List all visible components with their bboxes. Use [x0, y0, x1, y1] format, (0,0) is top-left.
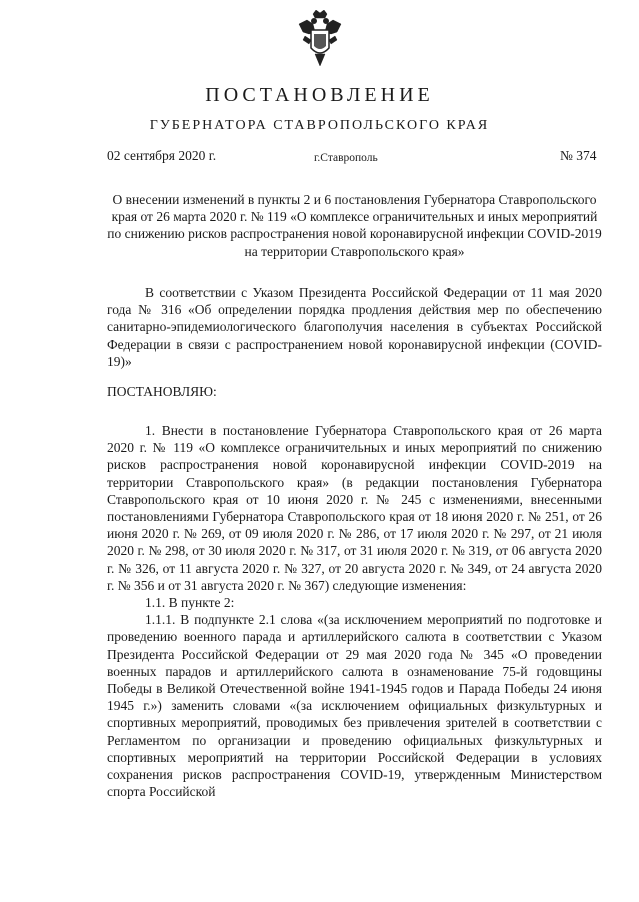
document-city: г.Ставрополь — [314, 152, 378, 164]
document-number: № 374 — [560, 148, 597, 163]
document-body — [107, 422, 602, 800]
paragraph-1-1: 1.1. В пункте 2: — [145, 595, 235, 611]
paragraph-1: 1. Внести в постановление Губернатора Ставропольского края от 26 марта 2020 г. № 119 «О комплексе ограничительных и иных мероприятий по снижению рисков распространения новой коронавирусной инфекции COVID-2019 на территории Ставропольского края» (в редакции постановления Губернатора Ставропольского края от 10 июня 2020 г. № 245 с изменениями, внесенными постановлениями Губернатора Ставропольского края от 18 июня 2020 г. № 251, от 26 июня 2020 г. № 269, от 09 июля 2020 г. № 286, от 17 июля 2020 г. № 297, от 21 июля 2020 г. № 298, от 30 июля 2020 г. № 317, от 31 июля 2020 г. № 319, от 06 августа 2020 г. № 326, от 11 августа 2020 г. № 327, от 20 августа 2020 г. № 349, от 24 августа 2020 г. № 356 и от 31 августа 2020 г. № 367) следующие изменения: — [107, 423, 602, 593]
decree-heading: ПОСТАНОВЛЯЮ: — [107, 384, 217, 399]
intro-paragraph: В соответствии с Указом Президента Российской Федерации от 11 мая 2020 года № 316 «Об определении порядка продления действия мер по обеспечению санитарно-эпидемиологического благополучия населения в субъектах Российской Федерации в связи с распространением новой коронавирусной инфекции (COVID-19)» — [107, 285, 602, 369]
paragraph-1-1-1: 1.1.1. В подпункте 2.1 слова «(за исключением мероприятий по подготовке и проведению военного парада и артиллерийского салюта в соответствии с Указом Президента Российской Федерации от 29 мая 2020 года № 345 «О проведении военных парадов и артиллерийского салюта в ознаменование 75-й годовщины Победы в Великой Отечественной войне 1941-1945 годов и Парада Победы 24 июня 1945 г.») заменить словами «(за исключением официальных физкультурных и спортивных мероприятий, проводимых без привлечения зрителей в соответствии с Регламентом по организации и проведению официальных физкультурных и спортивных мероприятий на территории Российской Федерации в условиях сохранения рисков распространения COVID-19, утвержденным Министерством спорта Российской — [107, 612, 602, 800]
document-subtitle: ГУБЕРНАТОРА СТАВРОПОЛЬСКОГО КРАЯ — [149, 118, 490, 133]
document-date: 02 сентября 2020 г. — [107, 148, 217, 163]
coat-of-arms-icon — [297, 10, 343, 68]
document-subject: О внесении изменений в пункты 2 и 6 постановления Губернатора Ставропольского края от 26 марта 2020 г. № 119 «О комплексе ограничительных и иных мероприятий по снижению рисков распространения новой коронавирусной инфекции COVID-2019 на территории Ставропольского края» — [107, 192, 602, 259]
document-title: ПОСТАНОВЛЕНИЕ — [205, 84, 434, 106]
